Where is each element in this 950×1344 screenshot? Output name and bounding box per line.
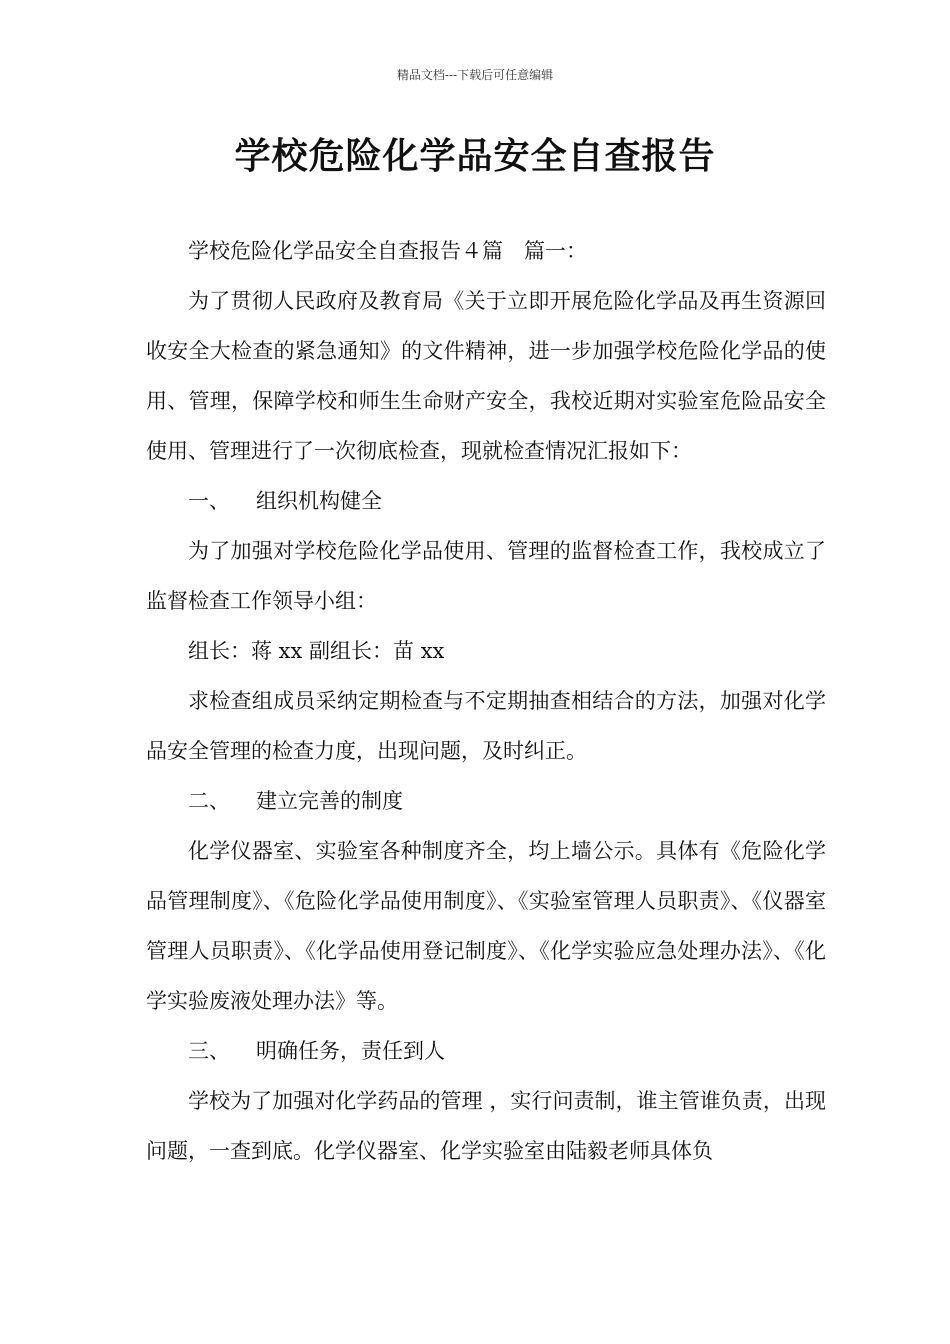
paragraph: 为了贯彻人民政府及教育局《关于立即开展危险化学品及再生资源回收安全大检查的紧急通知》的文件精神，进一步加强学校危险化学品的使用、管理，保障学校和师生生命财产安全，我校近期对实验室危险品安全使用、管理进行了一次彻底检查，现就检查情况汇报如下： (146, 289, 826, 463)
paragraph: 求检查组成员采纳定期检查与不定期抽查相结合的方法，加强对化学品安全管理的检查力度，出现问题，及时纠正。 (146, 689, 826, 763)
paragraph: 为了加强对学校危险化学品使用、管理的监督检查工作，我校成立了监督检查工作领导小组： (146, 539, 826, 613)
paragraph: 组长：蒋 xx 副组长：苗 xx (188, 639, 445, 663)
section-heading-3 (146, 1026, 826, 1076)
section-heading-text: 明确任务，责任到人 (256, 1039, 445, 1063)
section-heading-2 (146, 776, 826, 826)
section-heading-text: 组织机构健全 (256, 489, 382, 513)
section-number: 一、 (188, 489, 230, 513)
section-number: 三、 (188, 1039, 230, 1063)
section-number: 二、 (188, 789, 230, 813)
section-heading-1 (146, 476, 826, 526)
header-note: 精品文档---下载后可任意编辑 (396, 68, 554, 82)
document-title: 学校危险化学品安全自查报告 (234, 135, 716, 177)
document-body (146, 226, 826, 1176)
intro-line: 学校危险化学品安全自查报告４篇 篇一： (188, 239, 587, 263)
paragraph: 学校为了加强对化学药品的管理 ，实行问责制，谁主管谁负责，出现问题，一查到底。化学仪器室、化学实验室由陆毅老师具体负 (146, 1089, 826, 1163)
paragraph: 化学仪器室、实验室各种制度齐全，均上墙公示。具体有《危险化学品管理制度》、《危险化学品使用制度》、《实验室管理人员职责》、《仪器室管理人员职责》、《化学品使用登记制度》、《化学实验应急处理办法》、《化学实验废液处理办法》等。 (146, 839, 826, 1013)
section-heading-text: 建立完善的制度 (256, 789, 403, 813)
